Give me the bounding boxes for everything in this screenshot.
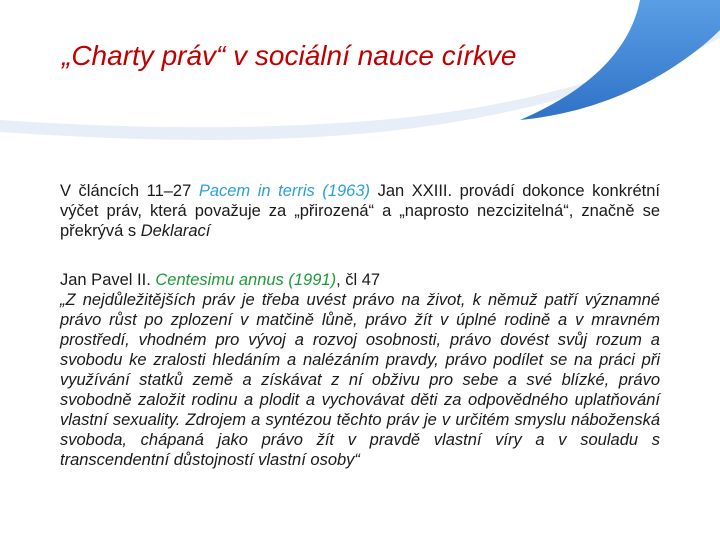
header-banner	[0, 0, 720, 150]
paragraph-pacem	[60, 181, 660, 241]
p1-pope: Jan XXIII	[370, 182, 448, 200]
p2-quote: „Z nejdůležitějších práv je třeba uvést právo na život, k němuž patří významné právo růst po zplození v matčině lůně, právo žít v úplné rodině a v mravném prostředí, vhodném pro vývoj a rozvoj osobnosti, právo dovést svůj rozum a svobodu ke zralosti hledáním a nalézáním pravdy, právo podílet se na práci při využívání statků země a získávat z ní obživu pro sebe a své blízké, právo svobodně založit rodinu a plodit a vychovávat děti za odpovědného uplatňování vlastní sexuality. Zdrojem a syntézou těchto práv je v určitém smyslu náboženská svoboda, chápaná jako právo žít v pravdě vlastní víry a v souladu s transcendentní důstojností vlastní osoby“	[60, 291, 660, 469]
p2-encyclical: Centesimu annus (1991)	[155, 271, 337, 289]
p1-declaration: Deklarací	[140, 222, 211, 240]
page-title: „Charty práv“ v sociální nauce církve	[62, 40, 517, 71]
p2-pope: Jan Pavel II	[60, 271, 147, 289]
p2-sep: .	[146, 271, 156, 289]
p1-rest: . provádí dokonce konkrétní výčet práv, která považuje za „přirozená“ a „naprosto nezcizitelná“, značně se překrývá s	[60, 182, 661, 240]
paragraph-centesimus	[60, 270, 660, 470]
p2-ref: , čl 47	[336, 271, 381, 289]
p1-encyclical: Pacem in terris (1963)	[198, 182, 371, 200]
p1-intro: V článcích 11–27	[60, 182, 199, 200]
